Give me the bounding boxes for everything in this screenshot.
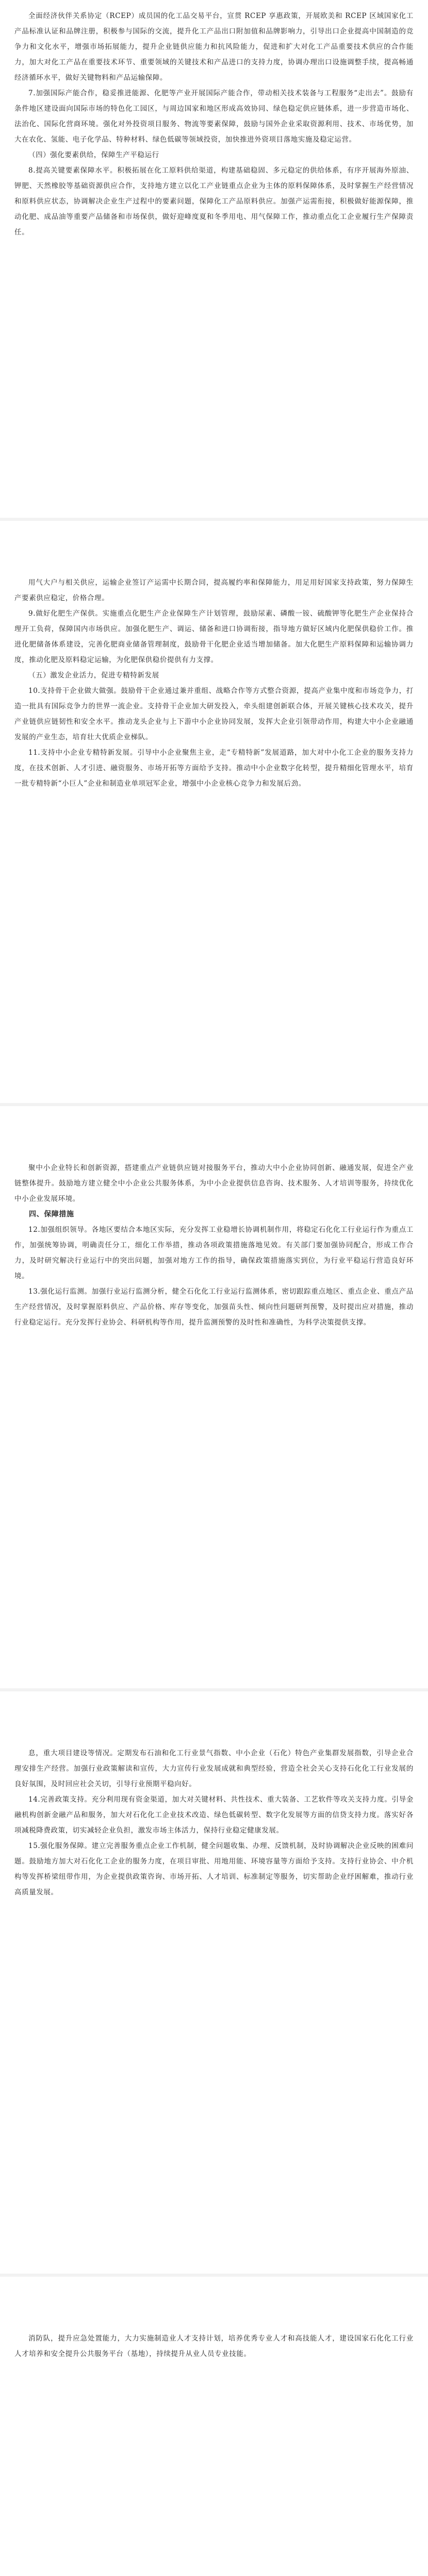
paragraph: 10.支持骨干企业做大做强。鼓励骨干企业通过兼并重组、战略合作等方式整合资源，提高产业集中度和市场竞争力，打造一批具有国际竞争力的世界一流企业。支持骨干企业加大研发投入，牵头组建创新联合体，开展关键核心技术攻关，提升产业链供应链韧性和安全水平。推动龙头企业与上下游中小企业协同发展，发挥大企业引领带动作用，构建大中小企业融通发展的产业生态，培育壮大优质企业梯队。 [14, 687, 414, 741]
paragraph: 9.做好化肥生产保供。实施重点化肥生产企业保障生产计划管理，鼓励尿素、磷酸一铵、硫酸钾等化肥生产企业保持合理开工负荷，保障国内市场供应。加强化肥生产、调运、储备和进口协调衔接，指导地方做好区域内化肥保供稳价工作。推进化肥储备体系建设，完善化肥商业储备管理制度，鼓励骨干化肥企业适当增加储备。加大化肥生产原料保障和运输协调力度，推动化肥及原料稳定运输，为化肥保供稳价提供有力支撑。 [14, 609, 414, 664]
paragraph: 全面经济伙伴关系协定（RCEP）成员国的化工品交易平台，宣贯 RCEP 享惠政策，开展欧美和 RCEP 区域国家化工产品标准认证和品牌注册，积极参与国际的交流，提升化工产品出口附加值和品牌影响力，引导出口企业提高中国制造的竞争力和文化水平，增强市场拓展能力，提升企业链供应能力和抗风险能力，促进和扩大对化工产品重要技术供应的合作能力，加大对化工产品在重要技术环节、重要领域的关键技术和产品进口的支持力度，协调办理出口设施调整手续，提高畅通经济循环水平，做好关键物料和产品运输保障。 [14, 12, 414, 82]
document-page-3 [0, 1106, 428, 1688]
page-1-text [14, 8, 414, 516]
paragraph: 聚中小企业特长和创新资源，搭建重点产业链供应链对接服务平台，推动大中小企业协同创新、融通发展，促进全产业链整体提升。鼓励地方建立健全中小企业公共服务体系，为中小企业提供信息咨询、技术服务、人才培训等服务，持续优化中小企业发展环境。 [14, 1164, 414, 1203]
page-3-text [14, 1160, 414, 1675]
section-subheading: （四）强化要素供给，保障生产平稳运行 [28, 151, 159, 159]
paragraph: 14.完善政策支持。充分利用现有资金渠道，加大对关键材料、共性技术、重大装备、工艺软件等攻关支持力度。引导金融机构创新金融产品和服务，加大对石化化工企业技术改造、绿色低碳转型、数字化发展等方面的信贷支持力度。落实好各项减税降费政策，切实减轻企业负担，激发市场主体活力，保持行业稳定健康发展。 [14, 1795, 414, 1835]
paragraph: 8.提高关键要素保障水平。积极拓展在化工原料供给渠道，构建基础稳固、多元稳定的供给体系，有序开展海外原油、钾肥、天然橡胶等基础资源供应合作，支持地方建立以化工产业链重点企业为主体的原料保障体系，及时掌握生产经营情况和原料供应状态，协调解决企业生产过程中的要素问题，保障化工产品原料供应。加强产运需衔接，积极做好能源保障，推动化肥、成品油等重要产品储备和市场保供，做好迎峰度夏和冬季用电、用气保障工作，推动重点化工企业履行生产保障责任。 [14, 166, 414, 236]
section-heading: 四、保障措施 [29, 1210, 74, 1218]
paragraph: 15.强化服务保障。建立完善服务重点企业工作机制，健全问题收集、办理、反馈机制，及时协调解决企业反映的困难问题。鼓励地方加大对石化化工企业的服务力度，在项目审批、用地用能、环境容量等方面给予支持。支持行业协会、中介机构等发挥桥梁纽带作用，为企业提供政策咨询、市场开拓、人才培训、标准制定等服务，切实帮助企业纾困解难，推动行业高质量发展。 [14, 1842, 414, 1896]
paragraph: 消防队，提升应急处置能力，大力实施制造业人才支持计划，培养优秀专业人才和高技能人才，建设国家石化化工行业人才培养和安全提升公共服务平台（基地），持续提升从业人员专业技能。 [14, 2334, 414, 2358]
document-page-5 [0, 2277, 428, 2576]
page-2-text [14, 575, 414, 1090]
document-page-2 [0, 521, 428, 1103]
document-page-4 [0, 1691, 428, 2274]
paragraph: 12.加强组织领导。各地区要结合本地区实际，充分发挥工业稳增长协调机制作用，将稳定石化化工行业运行作为重点工作，加强统筹协调，明确责任分工，细化工作举措，推动各项政策措施落地见效。有关部门要加强协同配合，形成工作合力，及时研究解决行业运行中的突出问题，加强对地方工作的指导，确保政策措施落实到位，为行业平稳运行营造良好环境。 [14, 1226, 414, 1280]
paragraph: 用气大户与相关供应，运输企业签订产运需中长期合同，提高履约率和保障能力，用足用好国家支持政策，努力保障生产要素供应稳定，价格合理。 [14, 579, 414, 602]
paragraph: 11.支持中小企业专精特新发展。引导中小企业聚焦主业，走“专精特新”发展道路，加大对中小化工企业的服务支持力度，在技术创新、人才引进、融资服务、市场开拓等方面给予支持。推动中小企业数字化转型，提升精细化管理水平，培育一批专精特新“小巨人”企业和制造业单项冠军企业，增强中小企业核心竞争力和发展后劲。 [14, 749, 414, 788]
paragraph: 息，重大项目建设等情况。定期发布石油和化工行业景气指数、中小企业（石化）特色产业集群发展指数，引导企业合理安排生产经营。加强行业政策解读和宣传，大力宣传行业发展成就和典型经验，营造全社会关心支持石化化工行业发展的良好氛围，及时回应社会关切，引导行业预期平稳向好。 [14, 1749, 414, 1788]
page-5-text [14, 2331, 414, 2434]
paragraph: 7.加强国际产能合作，稳妥推进能源、化肥等产业开展国际产能合作，带动相关技术装备与工程服务“走出去”。鼓励有条件地区建设面向国际市场的特色化工园区，与周边国家和地区形成高效协同、绿色稳定供应链体系，进一步营造市场化、法治化、国际化营商环境。强化对外投资项目服务、物流等要素保障，鼓励与国外企业采取资源利用、技术、市场优势，加大在农化、氢能、电子化学品、特种材料、绿色低碳等领域投资，加快推进外资项目落地实施及稳定运营。 [14, 89, 414, 144]
page-4-text [14, 1745, 414, 2261]
document-page-1 [0, 0, 428, 518]
section-subheading: （五）激发企业活力，促进专精特新发展 [28, 671, 159, 680]
paragraph: 13.强化运行监测。加强行业运行监测分析，健全石化化工行业运行监测体系，密切跟踪重点地区、重点企业、重点产品生产经营情况，及时掌握原料供应、产品价格、库存等变化，加强苗头性、倾向性问题研判预警，及时提出应对措施，推动行业稳定运行。充分发挥行业协会、科研机构等作用，提升监测预警的及时性和准确性，为科学决策提供支撑。 [14, 1287, 414, 1327]
